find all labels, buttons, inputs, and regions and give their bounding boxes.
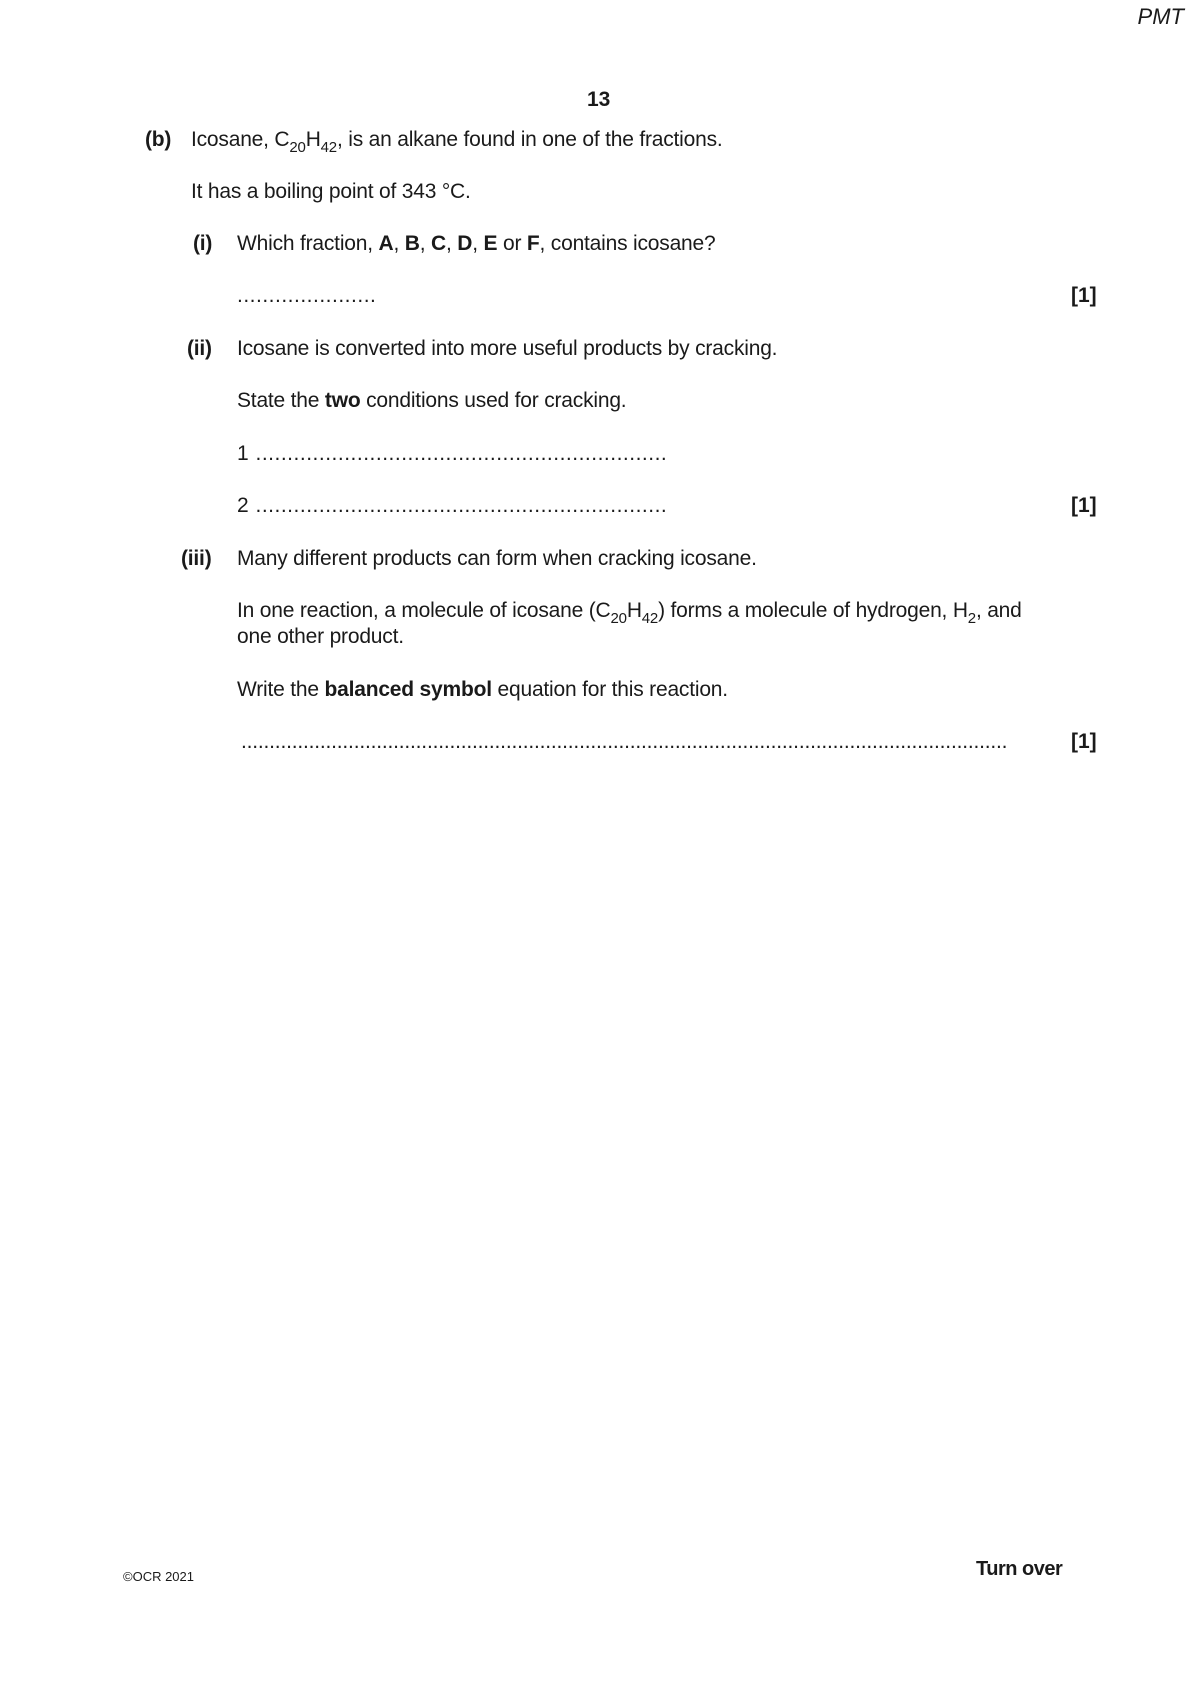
l4-a: Write the [237, 678, 325, 701]
pmt-watermark: PMT [1137, 4, 1184, 29]
part-ii-line1: Icosane is converted into more useful products by cracking. [237, 337, 778, 360]
sep: , [445, 232, 458, 255]
part-ii-label: (ii) [187, 337, 212, 360]
part-iii-line4 [237, 678, 728, 702]
part-ii-answer-2[interactable]: 2 ................................................................. [237, 494, 668, 517]
intro-sub-42: 42 [320, 139, 337, 156]
part-ii-marks: [1] [1071, 494, 1097, 517]
part-iii-line2 [237, 599, 1022, 627]
intro-sub-20: 20 [289, 139, 306, 156]
part-iii-line1: Many different products can form when cracking icosane. [237, 547, 757, 570]
intro-text-h: H [305, 128, 321, 151]
part-ii-line2 [237, 389, 626, 413]
sep: , [419, 232, 432, 255]
l2-c: ) forms a molecule of hydrogen, H [658, 599, 968, 622]
copyright: ©OCR 2021 [123, 1569, 194, 1584]
sep: , [472, 232, 484, 255]
part-i-marks: [1] [1071, 284, 1097, 307]
part-i-answer-line[interactable]: ...................... [237, 284, 377, 307]
part-iii-marks: [1] [1071, 730, 1097, 753]
part-b-label: (b) [145, 128, 172, 151]
turn-over: Turn over [976, 1558, 1063, 1580]
option-b: B [404, 232, 420, 255]
or: or [497, 232, 527, 255]
intro-text-c: , is an alkane found in one of the fractions. [336, 128, 723, 151]
l2-sub-42: 42 [641, 610, 659, 627]
page-number: 13 [587, 88, 611, 111]
l4-b: equation for this reaction. [491, 678, 728, 701]
q-end: , contains icosane? [539, 232, 716, 255]
option-c: C [431, 232, 446, 255]
line2-b: conditions used for cracking. [360, 389, 627, 412]
q-text: Which fraction, [237, 232, 379, 255]
intro-text-a: Icosane, C [191, 128, 290, 151]
part-iii-line3: one other product. [237, 625, 404, 648]
option-e: E [483, 232, 498, 255]
sep: , [393, 232, 405, 255]
part-iii-answer-line[interactable]: ........................................................................................................................................ [241, 730, 1008, 753]
line2-bold: two [324, 389, 361, 412]
l2-a: In one reaction, a molecule of icosane (C [237, 599, 611, 622]
part-b-intro [191, 128, 723, 156]
part-i-label: (i) [193, 232, 213, 255]
option-f: F [526, 232, 540, 255]
boiling-point-text: It has a boiling point of 343 °C. [191, 180, 471, 203]
l2-sub-20: 20 [610, 610, 627, 627]
l2-h: H [626, 599, 642, 622]
option-d: D [457, 232, 473, 255]
part-ii-answer-1[interactable]: 1 ................................................................. [237, 442, 668, 465]
l2-d: , and [975, 599, 1022, 622]
l4-bold: balanced symbol [324, 678, 492, 701]
part-iii-label: (iii) [181, 547, 212, 570]
option-a: A [378, 232, 394, 255]
line2-a: State the [237, 389, 325, 412]
l2-sub-2: 2 [967, 610, 976, 627]
part-i-question [237, 232, 716, 256]
